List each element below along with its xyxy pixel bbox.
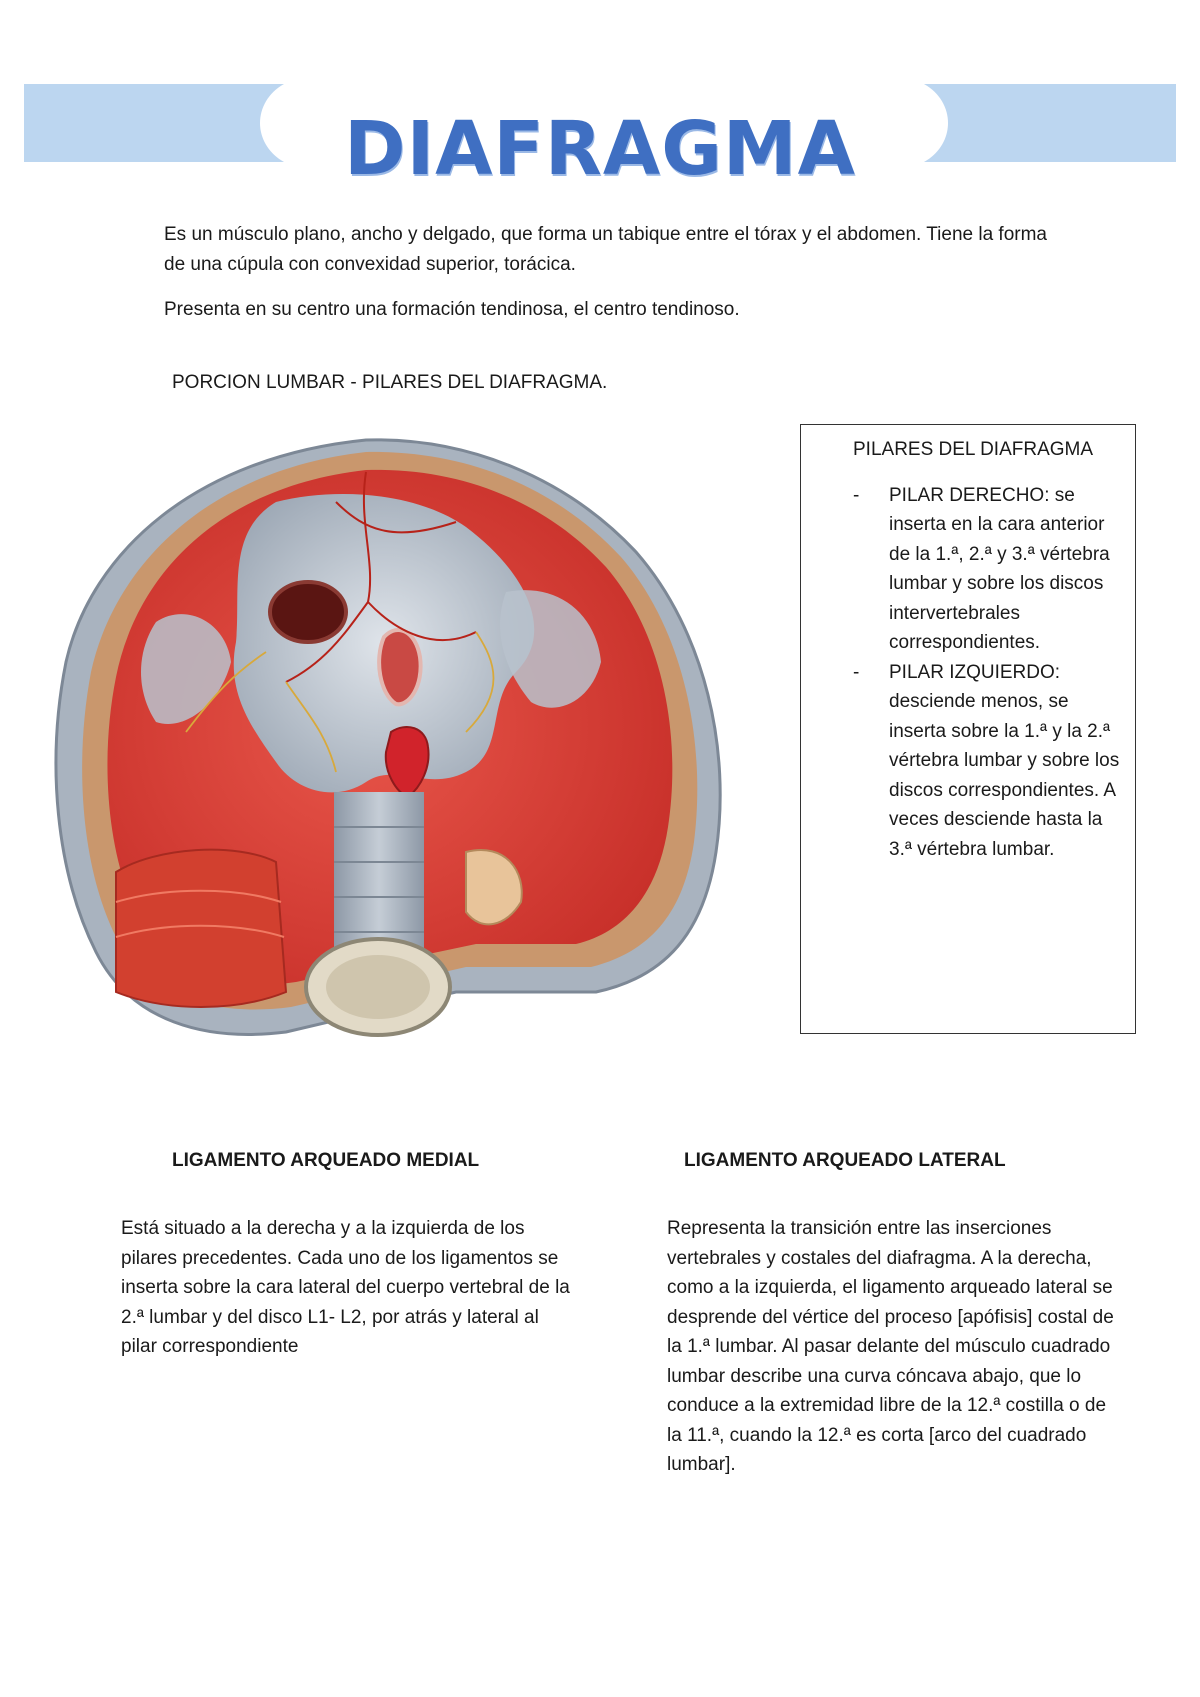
intro-paragraph-2: Presenta en su centro una formación tendinosa, el centro tendinoso. bbox=[164, 299, 740, 320]
medial-text: Está situado a la derecha y a la izquierda de los pilares precedentes. Cada uno de los ligamentos se inserta sobre la cara lateral del cuerpo vertebral de la 2.ª lumbar y del disco L1- L2, por atrás y lateral al pilar correspondiente bbox=[121, 1218, 570, 1357]
pilar-derecho-text: PILAR DERECHO: se inserta en la cara anterior de la 1.ª, 2.ª y 3.ª vértebra lumbar y sobre los discos intervertebrales correspondientes. bbox=[889, 484, 1110, 653]
intro-paragraph-1: Es un músculo plano, ancho y delgado, que forma un tabique entre el tórax y el abdomen. Tiene la forma de una cúpula con convexidad superior, torácica. bbox=[164, 224, 1047, 275]
section-label-lumbar: PORCION LUMBAR - PILARES DEL DIAFRAGMA. bbox=[172, 372, 608, 393]
pilares-info-box bbox=[800, 424, 1136, 1034]
diaphragm-illustration bbox=[36, 432, 726, 1062]
list-bullet: - bbox=[853, 661, 860, 683]
pilares-list bbox=[853, 481, 1121, 865]
list-item bbox=[853, 658, 1121, 865]
list-bullet: - bbox=[853, 484, 860, 506]
pilar-izquierdo-text: PILAR IZQUIERDO: desciende menos, se inserta sobre la 1.ª y la 2.ª vértebra lumbar y sobre los discos correspondientes. A veces desciende hasta la 3.ª vértebra lumbar. bbox=[889, 661, 1120, 860]
list-item bbox=[853, 481, 1121, 658]
page-title: DIAFRAGMA bbox=[344, 105, 856, 192]
medial-title: LIGAMENTO ARQUEADO MEDIAL bbox=[172, 1150, 480, 1171]
pilares-box-title: PILARES DEL DIAFRAGMA bbox=[853, 439, 1094, 460]
lateral-text: Representa la transición entre las inserciones vertebrales y costales del diafragma. A la derecha, como a la izquierda, el ligamento arqueado lateral se desprende del vértice del proceso [apófisis] costal de la 1.ª lumbar. Al pasar delante del músculo cuadrado lumbar describe una curva cóncava abajo, que lo conduce a la extremidad libre de la 12.ª costilla o de la 11.ª, cuando la 12.ª es corta [arco del cuadrado lumbar]. bbox=[667, 1218, 1114, 1475]
lateral-title: LIGAMENTO ARQUEADO LATERAL bbox=[684, 1150, 1006, 1171]
